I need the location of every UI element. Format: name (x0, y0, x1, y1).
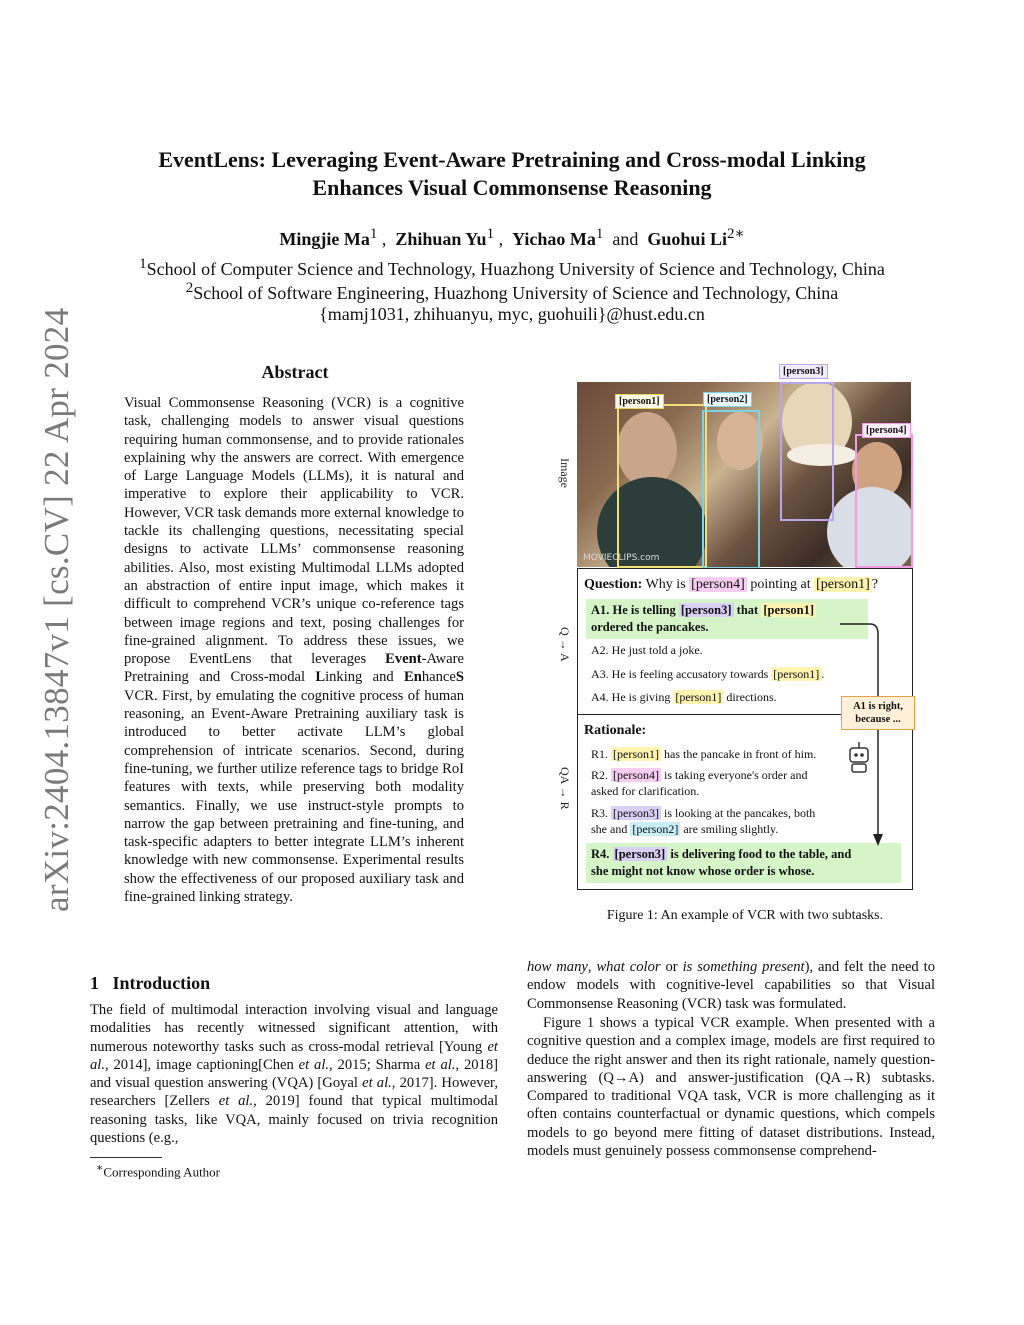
callout-a1-right: A1 is right, because ... (841, 696, 915, 730)
text-run: pointing at (750, 577, 811, 592)
ref-tag: [person3] (614, 847, 666, 861)
affil-text: School of Software Engineering, Huazhong University of Science and Technology, China (193, 283, 839, 303)
abstract-bold: L (315, 669, 326, 686)
author-mark: 1 (369, 226, 378, 242)
footnote-text: Corresponding Author (103, 1164, 221, 1180)
rationale-r3 (591, 805, 815, 837)
author-name: Zhihuan Yu (395, 229, 487, 249)
ref-tag: [person1] (675, 690, 722, 704)
and-word: and (612, 229, 639, 249)
rationale-r2 (591, 767, 807, 799)
text-run: that (736, 603, 759, 617)
text-run: ), and felt the need to endow models with cognitive-level capabilities so that Visual Commonsense Reasoning (VCR) task was formulated. (527, 959, 935, 1012)
text-run: or (660, 959, 683, 975)
bbox-person4 (855, 434, 913, 568)
section-title: Introduction (112, 973, 211, 993)
answer-a4 (591, 690, 777, 705)
footnote-rule (90, 1157, 162, 1158)
figure-1 (560, 362, 930, 902)
ref-tag: [person3] (613, 806, 659, 820)
text-run: she and (591, 822, 628, 836)
abstract-body (124, 394, 464, 906)
figure-side-label-qar: QA → R (558, 767, 572, 810)
rationale-label: Rationale: (584, 723, 647, 738)
ref-tag: [person4] (691, 577, 745, 592)
text-run: , 2014], image captioning[Chen (105, 1056, 299, 1073)
author-name: Yichao Ma (512, 229, 596, 249)
text-italic: et al. (362, 1075, 392, 1092)
affiliation-2 (60, 277, 964, 305)
ref-tag: [person1] (613, 747, 659, 761)
abstract-bold: S (455, 669, 464, 686)
footnote (96, 1161, 220, 1180)
text-run: ordered the pancakes. (591, 620, 709, 634)
text-run: R2. (591, 768, 609, 782)
ref-tag: [person4] (613, 768, 659, 782)
tag-person4: [person4] (862, 423, 911, 438)
affil-mark: 1 (139, 256, 147, 272)
title-line-2: Enhances Visual Commonsense Reasoning (312, 175, 712, 200)
text-run: is taking everyone's order and (664, 768, 808, 782)
ref-tag: [person3] (680, 603, 732, 617)
intro-paragraph-right-2: Figure 1 shows a typical VCR example. When presented with a cognitive question and a complex image, models are first required to deduce the right answer and then its right rationale, namely question-answering (Q→A) and answer-justification (QA→R) subtasks. Compared to traditional VQA task, VCR is more challenging as it often contains counterfactual or dynamic questions, which compels models to go beyond mere fitting of dataset distributions. Instead, models must genuinely possess commonsense comprehend- (527, 1015, 935, 1160)
bbox-person1 (617, 404, 707, 568)
tag-person2: [person2] (703, 392, 752, 407)
text-run: A4. He is giving (591, 690, 671, 704)
section-number: 1 (90, 973, 99, 993)
abstract-text: VCR. First, by emulating the cognitive process of human reasoning, an Event-Aware Pretraining auxiliary task is introduced to better activate LLM’s global comprehension of intricate scenarios. Second, during fine-tuning, we further utilize reference tags to bridge RoI features with texts, while preserving both modality semantics. Finally, we use instruct-style prompts to narrow the gap between pretraining and fine-tuning, and task-specific adapters to better integrate LLM’s inherent knowledge with new commonsense. Experimental results show the effectiveness of our proposed auxiliary task and fine-grained linking strategy. (124, 687, 464, 906)
ref-tag: [person1] (763, 603, 815, 617)
bbox-person3 (780, 382, 834, 521)
answer-a2: A2. He just told a joke. (591, 643, 703, 657)
text-italic: how many (527, 959, 588, 975)
text-italic: is something present (682, 959, 805, 975)
abstract-bold: Event (385, 651, 422, 668)
affil-mark: 2 (185, 280, 194, 296)
answer-a1 (586, 599, 868, 639)
paper-title (80, 146, 944, 202)
text-run: A3. He is feeling accusatory towards (591, 667, 769, 681)
abstract-text: inking and (325, 669, 404, 686)
abstract-text: hance (421, 669, 456, 686)
text-italic: et al. (298, 1056, 330, 1073)
text-run: A1. He is telling (591, 603, 676, 617)
author-list: Mingjie Ma$^1$ , Zhihuan Yu$^1$ , Yichao Ma$^1$ and Guohui $Li^{2∗}$ (279, 226, 745, 249)
text-run: , 2015; Sharma (329, 1056, 426, 1073)
text-run: , 2017]. However, researchers [Zellers (90, 1075, 498, 1110)
text-run: . (821, 667, 825, 681)
text-run: R3. (591, 806, 609, 820)
section-heading (90, 973, 210, 994)
arxiv-identifier: arXiv:2404.13847v1 [cs.CV] 22 Apr 2024 (37, 307, 76, 912)
title-line-1: EventLens: Leveraging Event-Aware Pretraining and Cross-modal Linking (158, 147, 866, 172)
affil-text: School of Computer Science and Technology, Huazhong University of Science and Technology, China (146, 259, 885, 279)
text-run: has the pancake in front of him. (664, 747, 817, 761)
text-run: asked for clarification. (591, 784, 700, 798)
text-run: is looking at the pancakes, both (664, 806, 816, 820)
tag-person1: [person1] (615, 394, 664, 409)
figure-side-label-qa: Q → A (558, 627, 572, 662)
abstract-text: Visual Commonsense Reasoning (VCR) is a cognitive task, challenging models to answer visual questions requiring human commonsense, and to provide rationales explaining why the answers are correct. With emergence of Large Language Models (LLMs), it is natural and imperative to explore their applicability to VCR. However, VCR task demands more external knowledge to tackle its challenging questions, necessitating special designs to activate LLMs’ commonsense reasoning abilities. Also, most existing Multimodal LLMs adopted an abstraction of entire input image, which makes it difficult to comprehend VCR’s unique co-reference tags between image regions and text, posing challenges for fine-grained alignment. To address these issues, we propose EventLens that leverages (124, 395, 464, 668)
abstract-bold: En (403, 669, 422, 686)
robot-icon (844, 738, 874, 778)
text-run: The field of multimodal interaction involving visual and language modalities has recently witnessed significant attention, with numerous noteworthy tasks such as cross-modal retrieval [Young (90, 1002, 498, 1055)
author-name: Guohui Li (647, 229, 727, 249)
answer-a3 (591, 667, 824, 682)
text-run: , 2019] found that typical multimodal reasoning tasks, like VQA, mainly focused on trivia recognition questions (e.g., (90, 1093, 499, 1147)
text-run: R4. (591, 847, 610, 861)
text-italic: et al. (218, 1093, 254, 1110)
text-run: ? (871, 577, 878, 592)
tag-person3: [person3] (779, 364, 828, 379)
abstract-text: -Aware Pretraining and Cross-modal (124, 651, 464, 686)
intro-paragraph-left (90, 1001, 498, 1147)
watermark: MOVIECLIPS.com (583, 553, 660, 563)
text-run: directions. (726, 690, 777, 704)
author-mark: 2∗ (726, 226, 745, 242)
question-label: Question: (584, 577, 643, 592)
ref-tag: [person2] (632, 822, 679, 836)
question-line (584, 577, 878, 593)
footnote-mark: ∗ (96, 1162, 104, 1174)
text-run: , (587, 959, 597, 975)
text-italic: et al. (90, 1038, 498, 1073)
abstract-heading: Abstract (261, 362, 329, 382)
text-run: R1. (591, 747, 609, 761)
author-name: Mingjie Ma (279, 229, 370, 249)
text-run: , 2018] and visual question answering (VQA) [Goyal (90, 1056, 498, 1092)
text-italic: et al. (425, 1056, 456, 1073)
bbox-person2 (702, 410, 760, 569)
intro-paragraph-right-1 (527, 958, 935, 1013)
figure-caption: Figure 1: An example of VCR with two subtasks. (606, 908, 884, 923)
author-mark: 1 (595, 226, 604, 242)
ref-tag: [person1] (816, 577, 870, 592)
figure-side-label-image: Image (558, 458, 572, 488)
author-mark: 1 (486, 226, 495, 242)
text-run: she might not know whose order is whose. (591, 864, 815, 878)
text-run: are smiling slightly. (683, 822, 779, 836)
rationale-r1 (591, 747, 816, 762)
email-line: {mamj1031, zhihuanyu, myc, guohuili}@hust.edu.cn (319, 304, 705, 324)
ref-tag: [person1] (773, 667, 820, 681)
text-italic: what color (596, 959, 661, 975)
text-run: is delivering food to the table, and (670, 847, 852, 861)
text-run: Why is (645, 577, 686, 592)
